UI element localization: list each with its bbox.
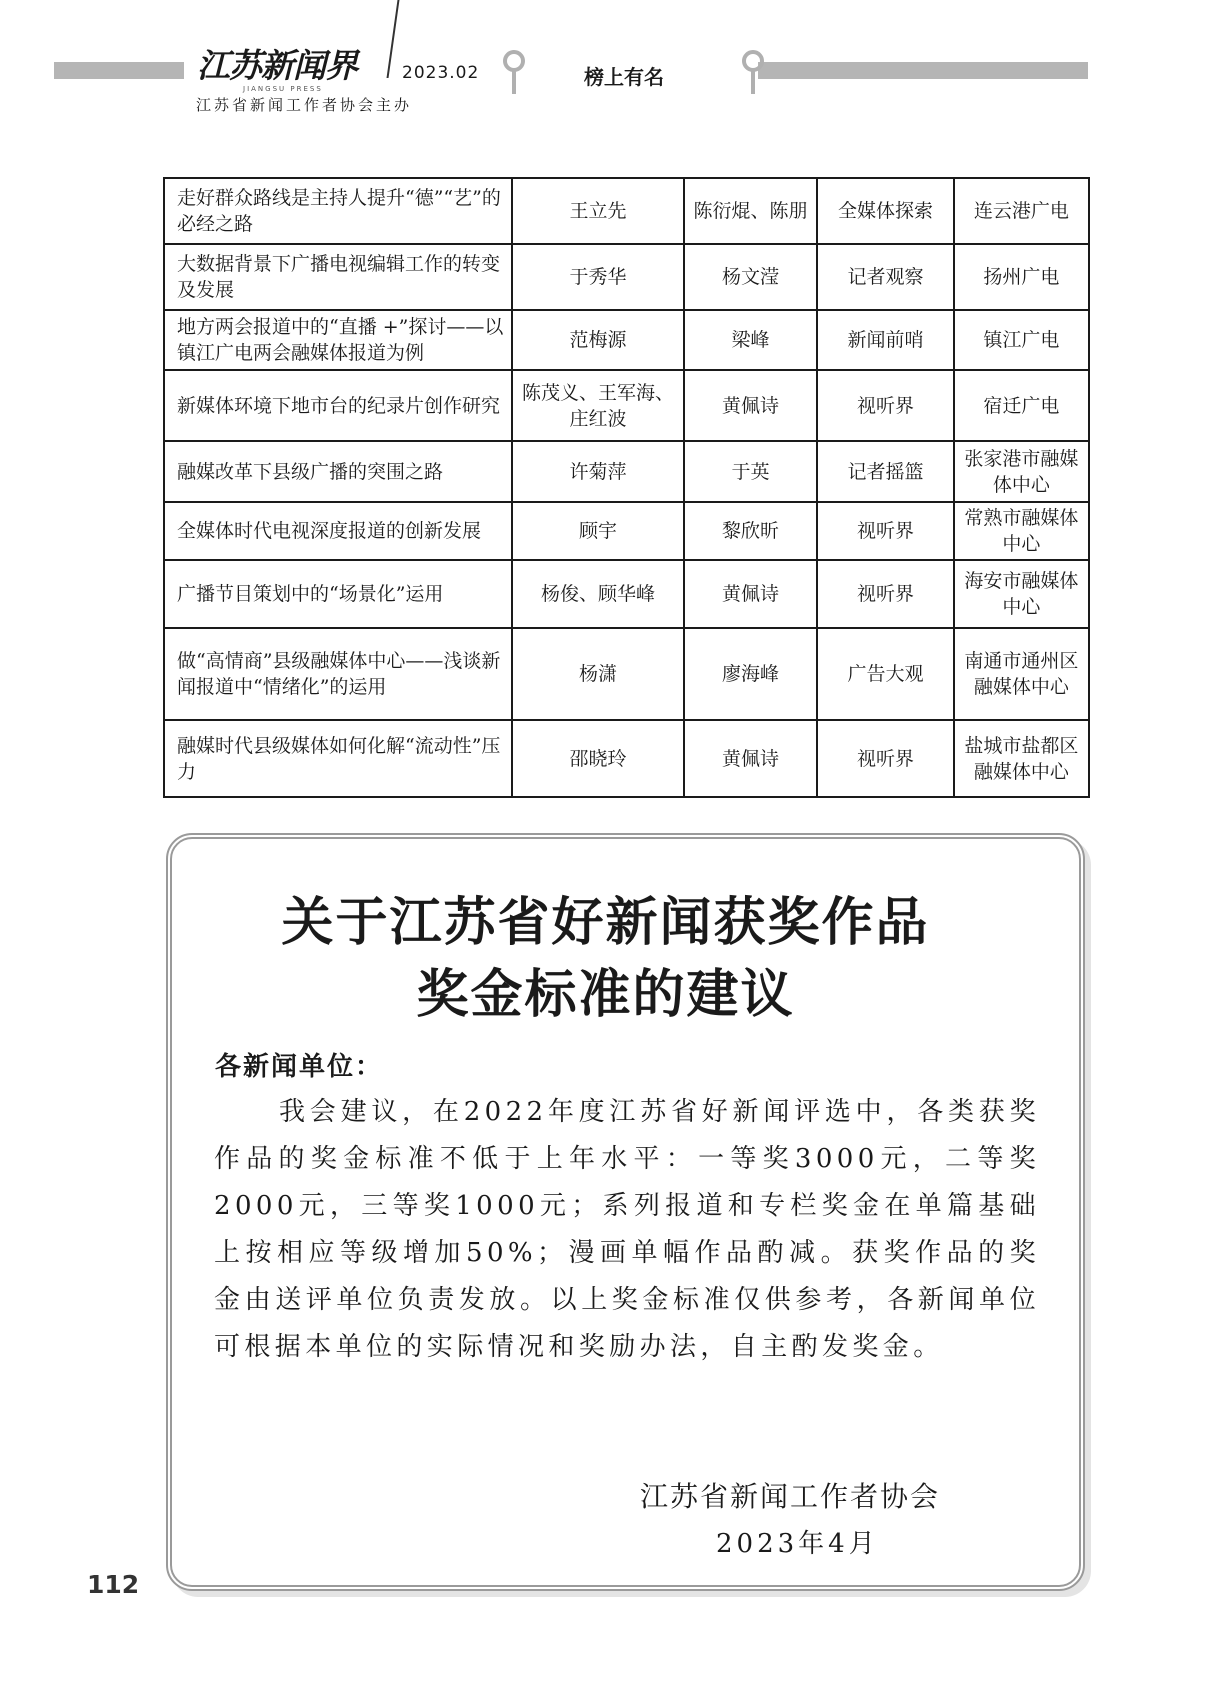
cell-title: 广播节目策划中的“场景化”运用 xyxy=(164,560,512,628)
notice-salutation: 各新闻单位： xyxy=(215,1052,384,1082)
cell-column: 视听界 xyxy=(817,502,953,560)
cell-editor: 杨文滢 xyxy=(684,244,818,310)
table-row xyxy=(164,441,1089,502)
cell-unit: 南通市通州区融媒体中心 xyxy=(954,628,1089,720)
cell-editor: 黄佩诗 xyxy=(684,560,818,628)
notice-title-line1: 关于江苏省好新闻获奖作品 xyxy=(281,892,930,953)
cell-editor: 梁峰 xyxy=(684,310,818,370)
cell-author: 许菊萍 xyxy=(512,441,683,502)
signature-organization: 江苏省新闻工作者协会 xyxy=(640,1480,941,1513)
cell-author: 杨俊、顾华峰 xyxy=(512,560,683,628)
cell-editor: 于英 xyxy=(684,441,818,502)
cell-editor: 陈衍焜、陈朋 xyxy=(684,178,818,244)
cell-author: 顾宇 xyxy=(512,502,683,560)
table-row xyxy=(164,628,1089,720)
cell-column: 记者摇篮 xyxy=(817,441,953,502)
signature-date: 2023年4月 xyxy=(716,1529,879,1559)
cell-unit: 扬州广电 xyxy=(954,244,1089,310)
cell-title: 新媒体环境下地市台的纪录片创作研究 xyxy=(164,370,512,441)
cell-unit: 盐城市盐都区融媒体中心 xyxy=(954,720,1089,797)
table-row xyxy=(164,720,1089,797)
magazine-logo: 江苏新闻界 xyxy=(197,46,357,85)
cell-unit: 镇江广电 xyxy=(954,310,1089,370)
cell-editor: 黎欣昕 xyxy=(684,502,818,560)
cell-editor: 黄佩诗 xyxy=(684,370,818,441)
cell-unit: 连云港广电 xyxy=(954,178,1089,244)
cell-column: 视听界 xyxy=(817,720,953,797)
table-row xyxy=(164,178,1089,244)
cell-author: 陈茂义、王军海、庄红波 xyxy=(512,370,683,441)
cell-author: 杨潇 xyxy=(512,628,683,720)
issue-number: 2023.02 xyxy=(402,63,480,83)
table-row xyxy=(164,370,1089,441)
cell-title: 融媒改革下县级广播的突围之路 xyxy=(164,441,512,502)
notice-body: 我会建议，在2022年度江苏省好新闻评选中，各类获奖作品的奖金标准不低于上年水平：一等奖3000元，二等奖2000元，三等奖1000元；系列报道和专栏奖金在单篇基础上按相应等级增加50%；漫画单幅作品酌减。获奖作品的奖金由送评单位负责发放。以上奖金标准仅供参考，各新闻单位可根据本单位的实际情况和奖励办法，自主酌发奖金。 xyxy=(214,1097,1040,1362)
cell-title: 大数据背景下广播电视编辑工作的转变及发展 xyxy=(164,244,512,310)
cell-unit: 张家港市融媒体中心 xyxy=(954,441,1089,502)
page-number: 112 xyxy=(87,1570,140,1599)
cell-column: 记者观察 xyxy=(817,244,953,310)
cell-title: 走好群众路线是主持人提升“德”“艺”的必经之路 xyxy=(164,178,512,244)
cell-unit: 海安市融媒体中心 xyxy=(954,560,1089,628)
pin-icon xyxy=(742,50,764,96)
notice-title-line2: 奖金标准的建议 xyxy=(416,964,795,1025)
cell-title: 地方两会报道中的“直播 +”探讨——以镇江广电两会融媒体报道为例 xyxy=(164,310,512,370)
cell-column: 新闻前哨 xyxy=(817,310,953,370)
section-title: 榜上有名 xyxy=(584,65,664,89)
cell-author: 邵晓玲 xyxy=(512,720,683,797)
cell-column: 广告大观 xyxy=(817,628,953,720)
table-row xyxy=(164,560,1089,628)
cell-author: 于秀华 xyxy=(512,244,683,310)
table-row xyxy=(164,310,1089,370)
pin-icon xyxy=(503,50,525,96)
cell-author: 范梅源 xyxy=(512,310,683,370)
header-bar-right xyxy=(758,62,1088,79)
table-row xyxy=(164,244,1089,310)
table-row xyxy=(164,502,1089,560)
cell-unit: 宿迁广电 xyxy=(954,370,1089,441)
cell-unit: 常熟市融媒体中心 xyxy=(954,502,1089,560)
cell-editor: 廖海峰 xyxy=(684,628,818,720)
cell-title: 做“高情商”县级融媒体中心——浅谈新闻报道中“情绪化”的运用 xyxy=(164,628,512,720)
header-divider xyxy=(387,0,400,78)
magazine-logo-subtitle: JIANGSU PRESS xyxy=(243,85,323,93)
sponsor-line: 江苏省新闻工作者协会主办 xyxy=(196,96,413,114)
awards-table-body xyxy=(164,178,1089,797)
cell-editor: 黄佩诗 xyxy=(684,720,818,797)
cell-author: 王立先 xyxy=(512,178,683,244)
cell-title: 融媒时代县级媒体如何化解“流动性”压力 xyxy=(164,720,512,797)
cell-column: 全媒体探索 xyxy=(817,178,953,244)
awards-table xyxy=(163,177,1090,798)
cell-column: 视听界 xyxy=(817,560,953,628)
cell-title: 全媒体时代电视深度报道的创新发展 xyxy=(164,502,512,560)
cell-column: 视听界 xyxy=(817,370,953,441)
header-bar-left xyxy=(54,62,184,79)
